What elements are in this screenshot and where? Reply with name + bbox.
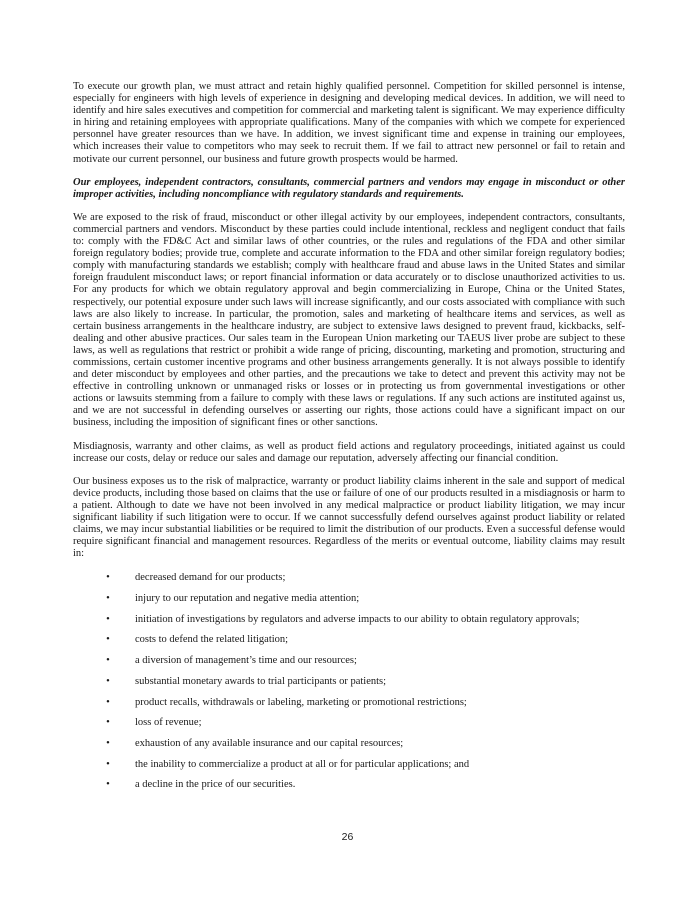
bullet-icon: • bbox=[106, 655, 110, 667]
list-item: • costs to defend the related litigation; bbox=[73, 634, 625, 646]
list-item: • initiation of investigations by regulators and adverse impacts to our ability to obtain regulatory approvals; bbox=[73, 614, 625, 626]
list-item: • the inability to commercialize a product at all or for particular applications; and bbox=[73, 759, 625, 771]
paragraph-personnel: To execute our growth plan, we must attract and retain highly qualified personnel. Competition for skilled personnel is intense, especially for engineers with high levels of experience in designing and developing medical devices. In addition, we will need to identify and hire sales executives and competition for commercial and marketing talent is significant. We may experience difficulty in hiring and retaining employees with appropriate qualifications. Many of the companies with which we compete for experienced personnel have greater resources than we have. In addition, we invest significant time and expense in training our employees, which increases their value to competitors who may seek to recruit them. If we fail to attract new personnel or fail to retain and motivate our current personnel, our business and future growth prospects would be harmed. bbox=[73, 81, 625, 165]
list-item: • exhaustion of any available insurance and our capital resources; bbox=[73, 738, 625, 750]
bullet-icon: • bbox=[106, 758, 110, 770]
page-number: 26 bbox=[341, 831, 354, 843]
list-item: • injury to our reputation and negative media attention; bbox=[73, 593, 625, 605]
paragraph-liability: Our business exposes us to the risk of malpractice, warranty or product liability claims inherent in the sale and support of medical device products, including those based on claims that the use or failure of one of our products resulted in a misdiagnosis or harm to a patient. Although to date we have not been involved in any medical malpractice or product liability litigation, we may incur significant liability if such litigation were to occur. If we cannot successfully defend ourselves against product liability or related claims, we may incur substantial liabilities or be required to limit the distribution of our products. Even a successful defense would require significant financial and management resources. Regardless of the merits or eventual outcome, liability claims may result in: bbox=[73, 475, 625, 560]
bullet-icon: • bbox=[106, 613, 110, 625]
page-content bbox=[73, 81, 625, 800]
liability-consequences-list bbox=[73, 572, 625, 791]
bullet-icon: • bbox=[106, 593, 110, 605]
bullet-icon: • bbox=[106, 572, 110, 584]
bullet-icon: • bbox=[106, 634, 110, 646]
list-item: • substantial monetary awards to trial participants or patients; bbox=[73, 676, 625, 688]
bullet-icon: • bbox=[106, 737, 110, 749]
paragraph-misconduct: We are exposed to the risk of fraud, misconduct or other illegal activity by our employees, independent contractors, consultants, commercial partners and vendors. Misconduct by these parties could include intentional, reckless and negligent conduct that fails to: comply with the FD&C Act and similar laws of other countries, or the rules and regulations of the FDA and other similar foreign regulatory bodies; provide true, complete and accurate information to the FDA and other similar foreign regulatory bodies; comply with manufacturing standards we establish; comply with healthcare fraud and abuse laws in the United States and similar foreign fraudulent misconduct laws; or report financial information or data accurately or to disclose unauthorized activities to us. For any products for which we obtain regulatory approval and begin commercializing in Europe, China or the United States, respectively, our potential exposure under such laws will increase significantly, and our costs associated with compliance with such laws are also likely to increase. In particular, the promotion, sales and marketing of healthcare items and services, as well as certain business arrangements in the healthcare industry, are subject to extensive laws designed to prevent fraud, kickbacks, self-dealing and other abusive practices. Our sales team in the European Union marketing our TAEUS liver probe are subject to these laws, as well as regulations that restrict or prohibit a wide range of pricing, discounting, marketing and promotion, structuring and commissions, certain customer incentive programs and other business arrangements generally. It is not always possible to identify and deter misconduct by employees and other parties, and the precautions we take to detect and prevent this activity may not be effective in controlling unknown or unmanaged risks or losses or in protecting us from governmental investigations or other actions or lawsuits stemming from a failure to comply with these laws or regulations. If any such actions are instituted against us, and we are not successful in defending ourselves or asserting our rights, those actions could have a significant impact on our business, including the imposition of significant fines or other sanctions. bbox=[73, 211, 625, 429]
bullet-icon: • bbox=[106, 675, 110, 687]
bullet-icon: • bbox=[106, 779, 110, 791]
list-item: • decreased demand for our products; bbox=[73, 572, 625, 584]
section-heading-misconduct: Our employees, independent contractors, consultants, commercial partners and vendors may engage in misconduct or other improper activities, including noncompliance with regulatory standards and requirements. bbox=[73, 176, 625, 200]
list-item: • a decline in the price of our securities. bbox=[73, 779, 625, 791]
paragraph-misdiagnosis-summary: Misdiagnosis, warranty and other claims, as well as product field actions and regulatory proceedings, initiated against us could increase our costs, delay or reduce our sales and damage our reputation, adversely affecting our financial condition. bbox=[73, 440, 625, 464]
list-item: • product recalls, withdrawals or labeling, marketing or promotional restrictions; bbox=[73, 697, 625, 709]
list-item: • loss of revenue; bbox=[73, 717, 625, 729]
list-item: • a diversion of management’s time and our resources; bbox=[73, 655, 625, 667]
bullet-icon: • bbox=[106, 717, 110, 729]
bullet-icon: • bbox=[106, 696, 110, 708]
